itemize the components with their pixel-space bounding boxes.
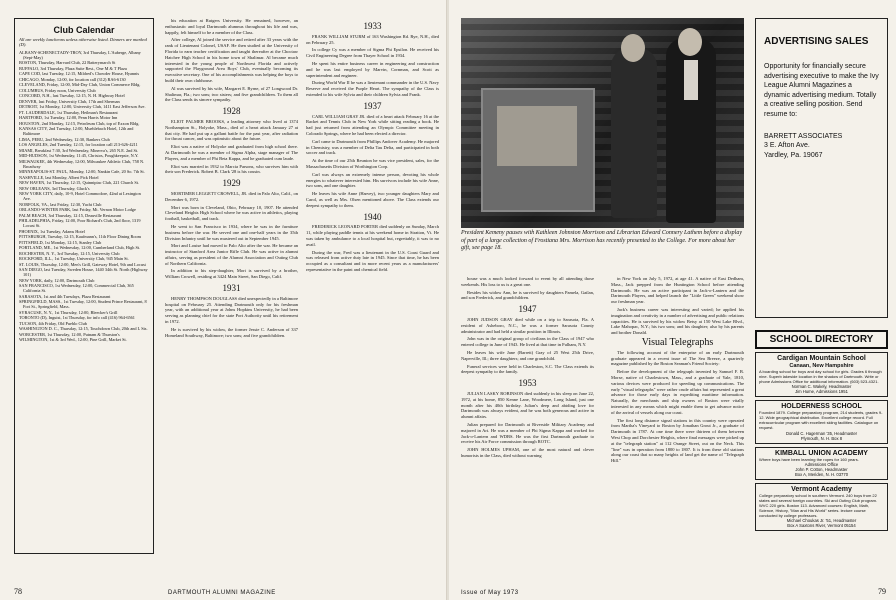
club-calendar-entry: CHICAGO, Monday, 12:00, for location call (312) RA6-6130 <box>19 76 126 82</box>
paragraph: During the war, Fred was a lieutenant in the U.S. Coast Guard and was released from active duty late in 1945. Since that time, he has been occupied as a consultant and in more recent years as a manufacturers' representative in the paint and chemical field. <box>306 249 439 272</box>
club-calendar-entry: TORONTO (D), Inguist, 1st Thursday, for info call (416) 964-6561 <box>19 315 135 321</box>
school-listing <box>755 352 888 397</box>
club-calendar-entry: PITTSBURGH, Tuesday, 12:15, Kaufmann's, 11th Floor Dining Room <box>19 234 141 240</box>
school-listing <box>755 447 888 481</box>
paragraph: He went to San Francisco in 1934, where he was in the furniture business before the war. He served one and one-half years in the 35th Division Infantry until he was mustered out in September 1945. <box>165 223 298 241</box>
club-calendar-entry: BOSTON, Thursday, Harvard Club, 22 Batterymarch St <box>19 60 116 66</box>
school-description: A boarding school for boys and day school for girls. Grades 6 through nine. Superb lakeside location in the shadow of Dartmouth. Write or phone Admissions Office for additional information. (603) 523-4321. <box>759 369 882 384</box>
paragraph: Carl came to Dartmouth from Phillips Andover Academy. He majored in Chemistry, was a member of Delta Tau Delta, and participated in both soccer and track. <box>306 138 439 156</box>
club-calendar-entry: DENVER, last Friday, University Club, 17th and Sherman <box>19 98 120 104</box>
club-calendar-entry: ST. LOUIS, Thursday, 12:00, Men's Grill, Gateway Hotel, 9th and Locust <box>19 261 146 267</box>
club-calendar-entry: PITTSFIELD, 1st Monday, 12:15, Stanley Club <box>19 239 102 245</box>
club-calendar-entry: WILMINGTON, 1st & 3rd Wed., 12:00, Pine Grill, Market St. <box>19 337 127 343</box>
paragraph: Funeral services were held in Charleston, S.C. The Class extends its deepest sympathy to the family. <box>461 363 594 375</box>
section-heading: 1929 <box>222 178 241 189</box>
club-calendar-entry: ROCHESTER, N. Y., 3rd Tuesday, 12:15, University Club <box>19 250 120 256</box>
section-heading: 1931 <box>222 283 241 294</box>
school-contact: John P. Cotton, Headmaster <box>795 467 848 473</box>
advertising-sales-ad <box>755 18 888 318</box>
club-calendar-entry: ROCKFORD, ILL., 1st Tuesday, University Club, 945 Main St. <box>19 256 129 262</box>
paragraph: He leaves his wife Jane (Barrett) Gray of 25 West 25th Drive, Naperville, Ill.; three daughters; and one grandchild. <box>461 349 594 361</box>
club-calendar-entry: SAN DIEGO, last Tuesday, Sweden House, 1440 34th St. North (Highway 101) <box>19 267 148 278</box>
right-folio: 79 <box>878 587 886 596</box>
paragraph: Eliot was a native of Holyoke and graduated from high school there. At Dartmouth he was a member of Sigma Alpha, stage manager of The Players, and a member of Phi Beta Kappa, and he graduated cum laude. <box>165 144 298 161</box>
club-calendar-entry: NEW ORLEANS, 3rd Thursday, Gluck's <box>19 185 90 191</box>
club-calendar-entry: HARTFORD, 1st Tuesday, 12:00, Penn Harris Motor Inn <box>19 115 118 121</box>
club-calendar-entry: BUFFALO, 3rd Thursday, Plaza Suite Rest., One M & T Plaza <box>19 65 127 71</box>
paragraph: Julian prepared for Dartmouth at Riverside Military Academy and majored in Art. He was a member of Phi Sigma Kappa and worked for Jack-o-Lantern and WDBS. He was the first Dartmouth graduate to receive his Air Force commission through ROTC. <box>461 421 594 445</box>
paragraph: house was a much looked forward to event by all attending those weekends. His loss to us is a great one. <box>461 276 594 287</box>
school-description: Founded 1879. College preparatory program, 214 students, grades 9-12. Wide geographical distribution. Excellent college record. Full extracurricular program with excellent skiing facilities. Catalogue on request. <box>759 410 883 430</box>
paragraph: After college, Al joined the service and retired after 33 years with the rank of Lieutenant Colonel, USAF. He then studied at the University of Florida to earn teacher certification and taught thereafter at the Choctaw Hatchee High School in his home town of Shalimar. Al became much interested in the young people of Northwest Florida and actively supported the Playground Area Boys' Club, eventually becoming its executive secretary. One of his accomplishments was helping the boys to build their own clubhouse. <box>165 37 298 83</box>
right-running-footer: Issue of May 1973 <box>461 590 519 596</box>
ad-address-line: 3 E. Afton Ave. <box>764 142 810 150</box>
school-location: Canaan, New Hampshire <box>789 363 854 369</box>
left-running-footer: DARTMOUTH ALUMNI MAGAZINE <box>168 590 276 596</box>
paragraph: Jack's business career was interesting and varied; he applied his imagination and creativity in a number of advertising and public relations capacities. He is survived by his widow Betsy at 150 West Lake Blvd., Lake Mahopac, N.Y.; his two sons; and his daughter; also by his parents and brother Donald. <box>611 306 744 336</box>
club-calendar-entry: NASHVILLE, last Monday, Albert Pick Hotel <box>19 174 99 180</box>
paragraph: Al was survived by his wife, Margaret E. Byrne, of 27 Longwood Dr. Shalimar, Fla.; two sons; two sisters; and five grandchildren. To them all the Class sends its sincere sympathy. <box>165 85 298 103</box>
paragraph: ELIOT PALMER BROOKS, a leading attorney who lived at 1374 Northampton St., Holyoke, Mass., died of a heart attack January 27 at that city. He had put up a gallant battle for the past year, after radiation for throat cancer, and was optimistic about the future. <box>165 118 298 142</box>
photo-caption: President Kemeny pauses with Kathleen Johnston Morrison and Librarian Edward Connery Lathem before a display of part of a large collection of Frostiana Mrs. Morrison has recently presented to the College. For more about her gift, see page 18. <box>461 230 742 252</box>
paragraph: At the time of our 25th Reunion he was vice president, sales, for the Massachusetts Division of Worthington Corp. <box>306 158 439 169</box>
paragraph: Besides his widow Ann, he is survived by daughters Pamela, Gailan, and son Frederick, and grandchildren. <box>461 289 594 301</box>
school-contact: Donald C. Hagerman '35, Headmaster <box>785 430 858 436</box>
section-heading: 1933 <box>363 21 382 31</box>
club-calendar-entry: NEW YORK, daily, 12:00, Dartmouth Club <box>19 277 95 283</box>
club-calendar-box <box>14 18 154 554</box>
paragraph: MORTIMER LEGGETT CROWELL, JR. died in Palo Alto, Calif., on December 6, 1972. <box>165 190 298 202</box>
paragraph: HENRY THOMPSON DOUGLASS died unexpectedly in a Baltimore hospital on February 25. Attending Dartmouth only for his freshman year, with an additional year at Johns Hopkins University, he had been serving as planning chief for the state Port Authority until his retirement in 1972. <box>165 295 298 325</box>
paragraph: In college Cy was a member of Sigma Phi Epsilon. He received his Civil Engineering Degree from Thayer School in 1934. <box>306 47 439 59</box>
club-calendar-entry: PALM BEACH, 3rd Thursday, 12:15, Deauville Restaurant <box>19 212 122 218</box>
club-calendar-entry: FT. LAUDERDALE, 1st Thursday, Heilman's Restaurant <box>19 109 118 115</box>
paragraph: JOHN HOLMES UPHAM, one of the most natural and clever humorists in the Class, died without warning <box>461 447 594 458</box>
section-heading: 1953 <box>518 378 537 389</box>
paragraph: Carl was always an extremely intense person, devoting his whole energies to whatever interested him. His survivors include his wife Anne, two sons, and one daughter. <box>306 171 439 189</box>
paragraph: During World War II he was a lieutenant commander in the U.S. Navy Reserve and received the Purple Heart. The sympathy of the Class is extended to his wife Sylvia and their children Sylvia and Frank. <box>306 80 439 97</box>
woman-figure <box>611 48 657 218</box>
school-contact: Admissions Office <box>804 462 839 468</box>
club-calendar-entry: COLUMBUS, Friday noon, University Club <box>19 87 96 93</box>
club-calendar-entry: ALBANY-SCHENECTADY-TROY, 3rd Thursday, L'Auberge, Albany (Sept-May) <box>19 49 141 60</box>
right-obituaries-column-1 <box>461 276 594 566</box>
club-calendar-entry: DETROIT, 1st Monday, 12:00, University Club, 1411 East Jefferson Ave. <box>19 104 146 110</box>
club-calendar-entry: SAN FRANCISCO, 1st Wednesday, 12:00, Commercial Club, 365 California St. <box>19 283 134 294</box>
section-heading: 1928 <box>222 106 241 117</box>
club-calendar-list <box>19 50 149 343</box>
left-folio: 78 <box>14 587 22 596</box>
club-calendar-entry: CLEVELAND, Friday, 12:00, Mid-Day Club, Union Commerce Bldg. <box>19 82 141 88</box>
man-figure <box>666 38 716 223</box>
club-calendar-entry: HOUSTON, 2nd Monday, 12:15, Petroleum Club, top of Exxon Bldg. <box>19 120 140 126</box>
paragraph: FRANK WILLIAM STURM of 163 Washington Rd. Rye, N.H., died on February 25. <box>306 33 439 45</box>
ad-address-line: BARRETT ASSOCIATES <box>764 132 843 140</box>
school-contact: Norman C. Wakely, Headmaster <box>791 384 852 390</box>
ad-body: Opportunity for financially secure advertising executive to make the Ivy League Alumni Magazines a dynamic advertising medium. Totally a creative selling position. Send resume to: <box>764 63 879 118</box>
right-page <box>449 0 896 600</box>
school-description: College preparatory school in southern Vermont. 240 boys from 22 states and several foreign countries. Ski and Outing Club program. WVC 220 girls. Boston 113. Advanced courses: English, Math, Science, History, "Man and His World" series. lecture course conducted by college professors. <box>759 493 878 518</box>
ad-address-line: Yardley, Pa. 19067 <box>764 151 823 159</box>
ad-headline: ADVERTISING SALES <box>764 36 869 47</box>
paragraph: He is survived by his widow, the former Jessie C. Anderson of 337 Homeland Southway, Baltimore; two sons; and five grandchildren. <box>165 326 298 338</box>
photo-frostiana-display <box>461 18 744 228</box>
paragraph: JOHN JUDSON GRAY died while on a trip to Sarasota, Fla. A resident of Asheboro, N.C., he was a former Sarasota County administrator and had held a similar position in Illinois. <box>461 316 594 334</box>
club-calendar-entry: KANSAS CITY, 2nd Tuesday, 12:00, Muehlebach Hotel, 12th and Baltimore <box>19 126 134 137</box>
school-description: Where boys have been learning the ropes for 160 years. <box>759 456 859 462</box>
school-name: KIMBALL UNION ACADEMY <box>775 449 868 457</box>
paragraph: The following account of the enterprise of an early Dartmouth graduate appeared in a recent issue of The Sea Breeze, a quarterly magazine published by the Boston Seaman's Friend Society: <box>611 349 744 367</box>
paragraph: The first long distance signal stations in this country were operated from Martha's Vineyard to Boston by Jonathan Grout Jr., a graduate of Dartmouth in 1787. At one time there were thirteen of them between West Chop and Dorchester Heights, where final messages were picked up at the "telegraph station" at 112 Orange Street, out on the Neck. This "line" was in operation from 1800 to 1807. It is from these old stations along our coast that so many heights of land get the name of "Telegraph Hill." <box>611 417 744 464</box>
obituaries-column-2 <box>165 18 298 558</box>
school-name: HOLDERNESS SCHOOL <box>781 403 862 411</box>
club-calendar-entry: NORFOLK, VA., last Friday, 12:30, Yacht Club <box>19 201 102 207</box>
display-case <box>481 88 595 212</box>
club-calendar-entry: SPRINGFIELD, MASS., 1st Tuesday, 12:00, Student Prince Restaurant, 8 Fort St., Springfield, Mass. <box>19 299 147 310</box>
club-calendar-entry: MINNEAPOLIS-ST. PAUL, Monday, 12:00, Nankin Cafe, 20 So. 7th St. <box>19 169 145 175</box>
paragraph: CARL WILLIAM GRAY JR. died of a heart attack February 16 at the Racket and Tennis Club in New York while sitting reading a book. He had just returned from attending an Olympic Committee meeting in Colorado Springs, where he had been elected a director. <box>306 113 439 136</box>
school-directory-title: SCHOOL DIRECTORY <box>755 330 888 349</box>
paragraph: JULIAN LASKY ROBINSON died suddenly in his sleep on June 22, 1972, at his home, 850 Kenne Lane, Woodmere, Long Island, just one month after his 40th birthday. Julian's deep and abiding love for Dartmouth was always evident, and he was both generous and active in alumni affairs. <box>461 390 594 420</box>
ad-address <box>764 132 879 161</box>
section-heading: 1940 <box>363 211 382 222</box>
school-name: Vermont Academy <box>791 486 852 494</box>
paragraph: his education at Rutgers University. He remained, however, an enthusiastic and loyal Dartmouth alumnus throughout his life and was, happily, felt himself to be a member of the Class. <box>165 18 298 35</box>
school-contact: Jim Hume, Admissions 1951 <box>795 389 848 395</box>
club-calendar-entry: PHOENIX, 1st Tuesday, Adams Hotel <box>19 228 85 234</box>
paragraph: in New York on July 5, 1972, at age 41. A native of East Dedham, Mass., Jack prepped from the Huntington School before attending Dartmouth. He was an active participant in Jack-o-Lantern and the Dartmouth Players, and helped launch the "Little Green" weekend show our freshman year. <box>611 276 744 305</box>
paragraph: FREDERICK LEONARD PORTER died suddenly on Sunday, March 11, while playing paddle tennis at his weekend home in Stratton, Vt. He was taken by ambulance to a local hospital but, regrettably, it was to no avail. <box>306 224 439 247</box>
paragraph: In addition to his step-daughter, Mort is survived by a brother, William Crowell, residing at 3424 Main Street, San Diego, Calif. <box>165 268 298 280</box>
club-calendar-title: Club Calendar <box>53 25 115 35</box>
paragraph: Before the development of the telegraph invented by Samuel F. B. Morse, native of Charlestown, Mass., and a graduate of Yale, 1810, various devices were produced for speeding up communications. The early "visual telegraphs" were rather crude affairs but represented a great advance for those early days in expediting maritime information. Naturally, the merchants and ship owners of Boston were vitally interested in any means which might enable them to get advance notice of the arrival of vessels along our coast. <box>611 369 744 415</box>
paragraph: Mort and Louise had moved to Palo Alto after the war. He became an instructor of Stanford Area Junior Rifle Club. He was active in alumni affairs, serving as president of the Alumni Association and Outing Club of Northern California. <box>165 243 298 266</box>
club-calendar-entry: MID-HUDSON, 1st Wednesday, 11:45, Christos, Poughkeepsie, N.Y. <box>19 153 139 159</box>
club-calendar-entry: LOS ANGELES, 2nd Tuesday, 12:15, for location call 213-626-4211 <box>19 142 138 148</box>
club-calendar-entry: CAPE COD, last Tuesday, 12:15, Mildred's Chowder House, Hyannis <box>19 71 140 77</box>
club-calendar-entry: PHILADELPHIA, Friday, 12:00, Poor Richard's Club, 2nd floor, 1319 Locust St. <box>19 218 141 229</box>
club-calendar-entry: NEW YORK CITY, daily, 10-9, Hotel Commodore, 42nd at Lexington Ave. <box>19 191 141 202</box>
school-contact: Michael Choukas Jr. '51, Headmaster <box>786 518 857 524</box>
club-calendar-entry: TUCSON, 4th Friday, Old Pueblo Club <box>19 320 87 326</box>
club-calendar-entry: ORLANDO-WINTER PARK, last Friday, Mt. Vernon Motor Lodge <box>19 207 136 213</box>
club-calendar-entry: SARASOTA, 1st and 4th Tuesdays, Plaza Restaurant <box>19 293 111 299</box>
section-heading: 1947 <box>518 304 537 315</box>
section-heading: 1937 <box>363 100 382 111</box>
school-directory <box>755 330 888 531</box>
school-contact: Box A Saxtons River, Vermont 05154 <box>787 523 856 529</box>
school-listing <box>755 400 888 443</box>
right-column-2 <box>611 276 744 566</box>
club-calendar-entry: NEW HAVEN, 1st Thursday, 12:15, Quinnipiac Club, 221 Church St. <box>19 180 140 186</box>
club-calendar-entry: CONCORD, N.H., last Tuesday, 12:15, N. H. Highway Hotel <box>19 93 125 99</box>
club-calendar-entry: SYRACUSE, N. Y., 1st Thursday, 12:00, Bleecker's Grill <box>19 309 118 315</box>
left-page <box>0 0 447 600</box>
school-list <box>755 352 888 531</box>
school-name: Cardigan Mountain School <box>777 355 866 362</box>
obituaries-column-3 <box>306 18 439 558</box>
club-calendar-entry: WASHINGTON D. C., Thursday, 12:15, Touchdown Club, 20th and L Sts. <box>19 326 148 332</box>
school-listing <box>755 483 888 531</box>
club-calendar-entry: LIMA, PERU, 2nd Wednesday, 12:30, Bankers Club <box>19 136 110 142</box>
paragraph: He spent his entire business career in engineering and construction and he was last employed by Marvin, Cornman, and Scott as superintendent and engineer. <box>306 60 439 78</box>
paragraph: Eliot was married in 1932 to Marcia Parsons, who survives him with their son Frederick. Robert B. Clark '28 is his cousin. <box>165 163 298 175</box>
paragraph: Mort was born in Cleveland, Ohio, February 10, 1907. He attended Cleveland Heights High School where he was active in athletics, playing football, basketball, and track. <box>165 204 298 222</box>
school-contact: Plymouth, N. H. Box 8 <box>800 435 843 441</box>
club-calendar-entry: MIAMI, Breakfast 7:30, 3rd Wednesday, Minerva's, 265 N.E. 2nd St. <box>19 147 139 153</box>
paragraph: He leaves his wife Anne (Harvey), two younger daughters Mary and Carol, as well as Mrs. Olsen mentioned above. The Class extends our deepest sympathy to them. <box>306 191 439 208</box>
paragraph: John was in the original group of civilians in the Class of 1947 who entered college in June of 1943. He lived at that time in Fulham, N.Y. <box>461 336 594 348</box>
club-calendar-entry: MILWAUKEE, 4th Wednesday, 12:00, Milwaukee Athletic Club, 758 N. Broadway <box>19 158 145 169</box>
club-calendar-intro: All are weekly luncheons unless otherwise listed. Dinners are marked (D). <box>19 37 147 48</box>
club-calendar-entry: WORCESTER, 1st Thursday, 12:00, Putnam & Thurston's <box>19 331 120 337</box>
school-contact: Box A, Meriden, N. H. 03770 <box>794 472 849 478</box>
club-calendar-entry: PORTLAND, ME., 1st Wednesday, 12:00, Cumberland Club, High St. <box>19 245 141 251</box>
section-heading: Visual Telegraphs <box>641 336 714 348</box>
